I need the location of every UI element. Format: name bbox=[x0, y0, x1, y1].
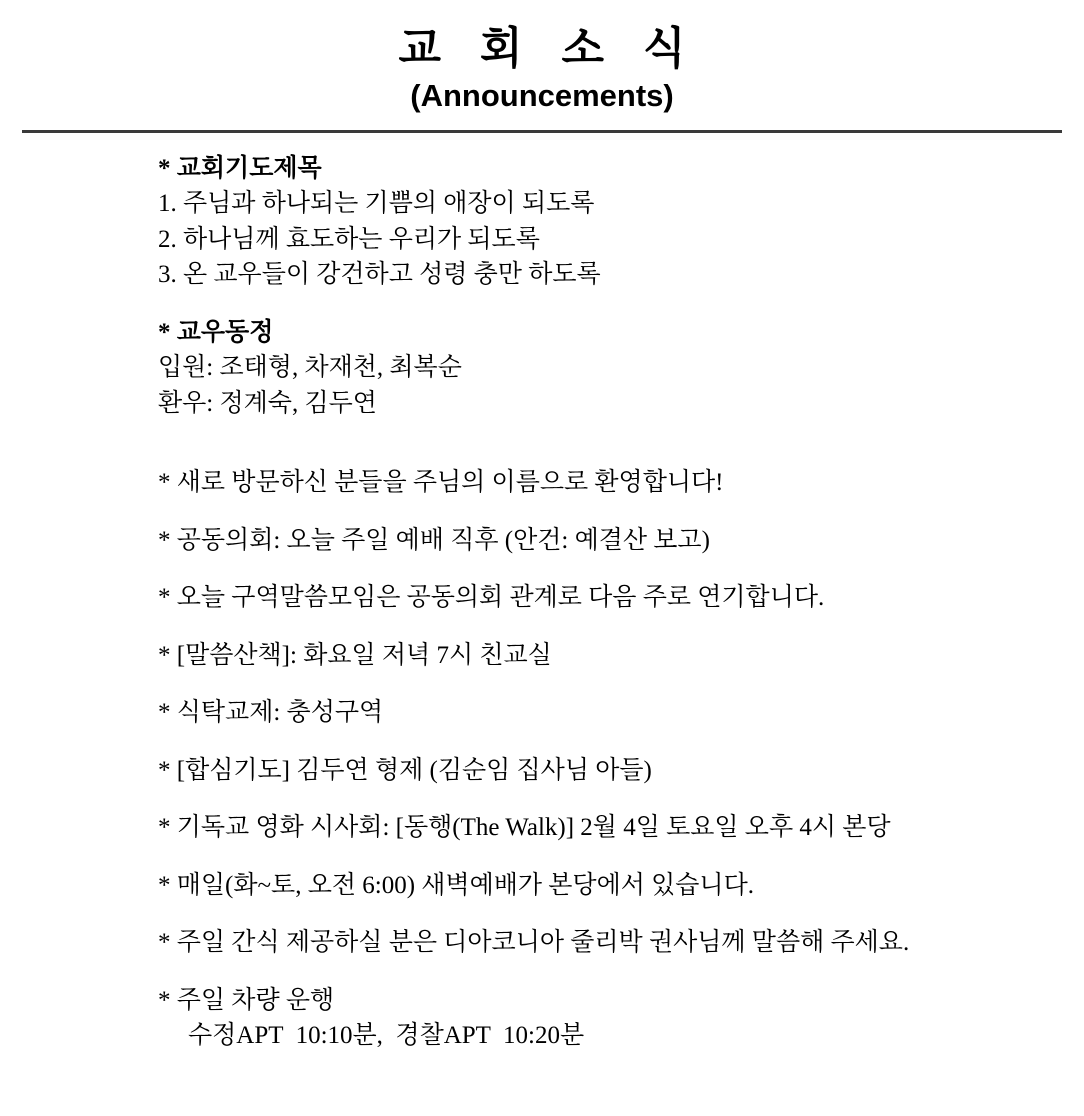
notice-movie-screening: * 기독교 영화 시사회: [동행(The Walk)] 2월 4일 토요일 오후 4시 본당 bbox=[158, 814, 891, 842]
notice-district-meeting-postponed: * 오늘 구역말씀모임은 공동의회 관계로 다음 주로 연기합니다. bbox=[158, 584, 825, 612]
shuttle-heading: * 주일 차량 운행 bbox=[158, 986, 335, 1014]
members-admitted: 입원: 조태형, 차재천, 최복순 bbox=[158, 354, 462, 382]
prayer-heading: * 교회기도제목 bbox=[158, 154, 322, 182]
announcements-body bbox=[0, 133, 1084, 1054]
spacer-after-prayer bbox=[158, 293, 1058, 315]
members-recovering: 환우: 정계숙, 김두연 bbox=[158, 389, 377, 417]
notice-general-meeting: * 공동의회: 오늘 주일 예배 직후 (안건: 예결산 보고) bbox=[158, 526, 710, 554]
notice-dawn-service: * 매일(화~토, 오전 6:00) 새벽예배가 본당에서 있습니다. bbox=[158, 871, 754, 899]
notice-welcome: * 새로 방문하신 분들을 주님의 이름으로 환영합니다! bbox=[158, 469, 724, 497]
notice-united-prayer: * [합심기도] 김두연 형제 (김순임 집사님 아들) bbox=[158, 756, 652, 784]
page-title-korean: 교 회 소 식 bbox=[398, 24, 700, 73]
spacer-after-members bbox=[158, 421, 1058, 443]
prayer-item-2: 2. 하나님께 효도하는 우리가 되도록 bbox=[158, 225, 540, 253]
notice-snack-offering: * 주일 간식 제공하실 분은 디아코니아 줄리박 권사님께 말씀해 주세요. bbox=[158, 929, 910, 957]
shuttle-detail: 수정APT 10:10분, 경찰APT 10:20분 bbox=[188, 1022, 585, 1050]
prayer-item-3: 3. 온 교우들이 강건하고 성령 충만 하도록 bbox=[158, 261, 601, 289]
notice-word-walk: * [말씀산책]: 화요일 저녁 7시 친교실 bbox=[158, 641, 552, 669]
members-heading: * 교우동정 bbox=[158, 318, 274, 346]
notice-table-fellowship: * 식탁교제: 충성구역 bbox=[158, 699, 384, 727]
page-title-english: (Announcements) bbox=[410, 77, 674, 113]
prayer-item-1: 1. 주님과 하나되는 기쁨의 애장이 되도록 bbox=[158, 190, 595, 218]
page-header bbox=[0, 0, 1084, 114]
